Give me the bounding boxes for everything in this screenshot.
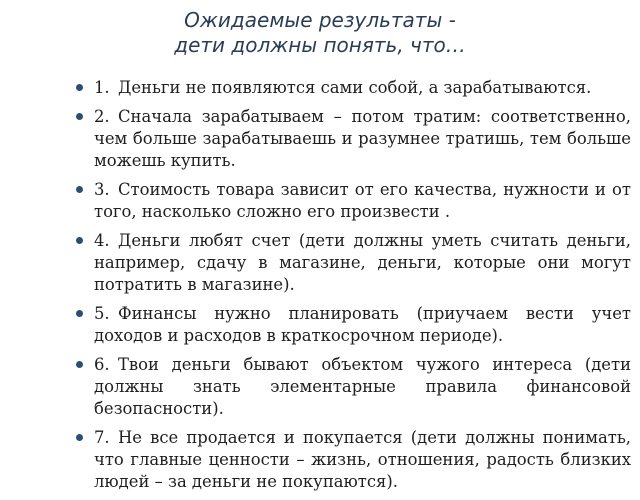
bullet-dot-icon — [76, 434, 83, 441]
item-text: Деньги любят счет (дети должны уметь считать деньги, например, сдачу в магазине, деньги, которые они могут потратить в магазине). — [94, 231, 631, 294]
bullet-dot-icon — [76, 237, 83, 244]
bullet-dot-icon — [76, 186, 83, 193]
slide-title — [0, 8, 640, 58]
list-item — [74, 354, 631, 420]
list-item — [74, 77, 631, 99]
bullet-dot-icon — [76, 113, 83, 120]
item-text: Сначала зарабатываем – потом тратим: соответственно, чем больше зарабатываешь и разумнее тратишь, тем больше можешь купить. — [94, 107, 631, 170]
list-item — [74, 106, 631, 172]
list-item — [74, 427, 631, 493]
item-number: 7. — [94, 428, 110, 447]
list-item — [74, 230, 631, 296]
item-text: Не все продается и покупается (дети должны понимать, что главные ценности – жизнь, отношения, радость близких людей – за деньги не покупаются). — [94, 428, 631, 491]
item-number: 4. — [94, 231, 110, 250]
slide-title-line-1: Ожидаемые результаты - — [184, 8, 456, 32]
list-item — [74, 303, 631, 347]
bullet-dot-icon — [76, 361, 83, 368]
item-text: Деньги не появляются сами собой, а зарабатываются. — [118, 78, 592, 97]
item-text: Стоимость товара зависит от его качества, нужности и от того, насколько сложно его произвести . — [94, 180, 631, 221]
list-item — [74, 179, 631, 223]
item-number: 6. — [94, 355, 110, 374]
item-number: 2. — [94, 107, 110, 126]
bullet-dot-icon — [76, 84, 83, 91]
item-text: Твои деньги бывают объектом чужого интереса (дети должны знать элементарные правила финансовой безопасности). — [94, 355, 631, 418]
item-number: 3. — [94, 180, 110, 199]
bullet-dot-icon — [76, 310, 83, 317]
slide-title-line-2: дети должны понять, что… — [174, 33, 466, 57]
item-number: 5. — [94, 304, 110, 323]
bullet-list — [74, 77, 631, 500]
item-number: 1. — [94, 78, 110, 97]
item-text: Финансы нужно планировать (приучаем вести учет доходов и расходов в краткосрочном периоде). — [94, 304, 631, 345]
